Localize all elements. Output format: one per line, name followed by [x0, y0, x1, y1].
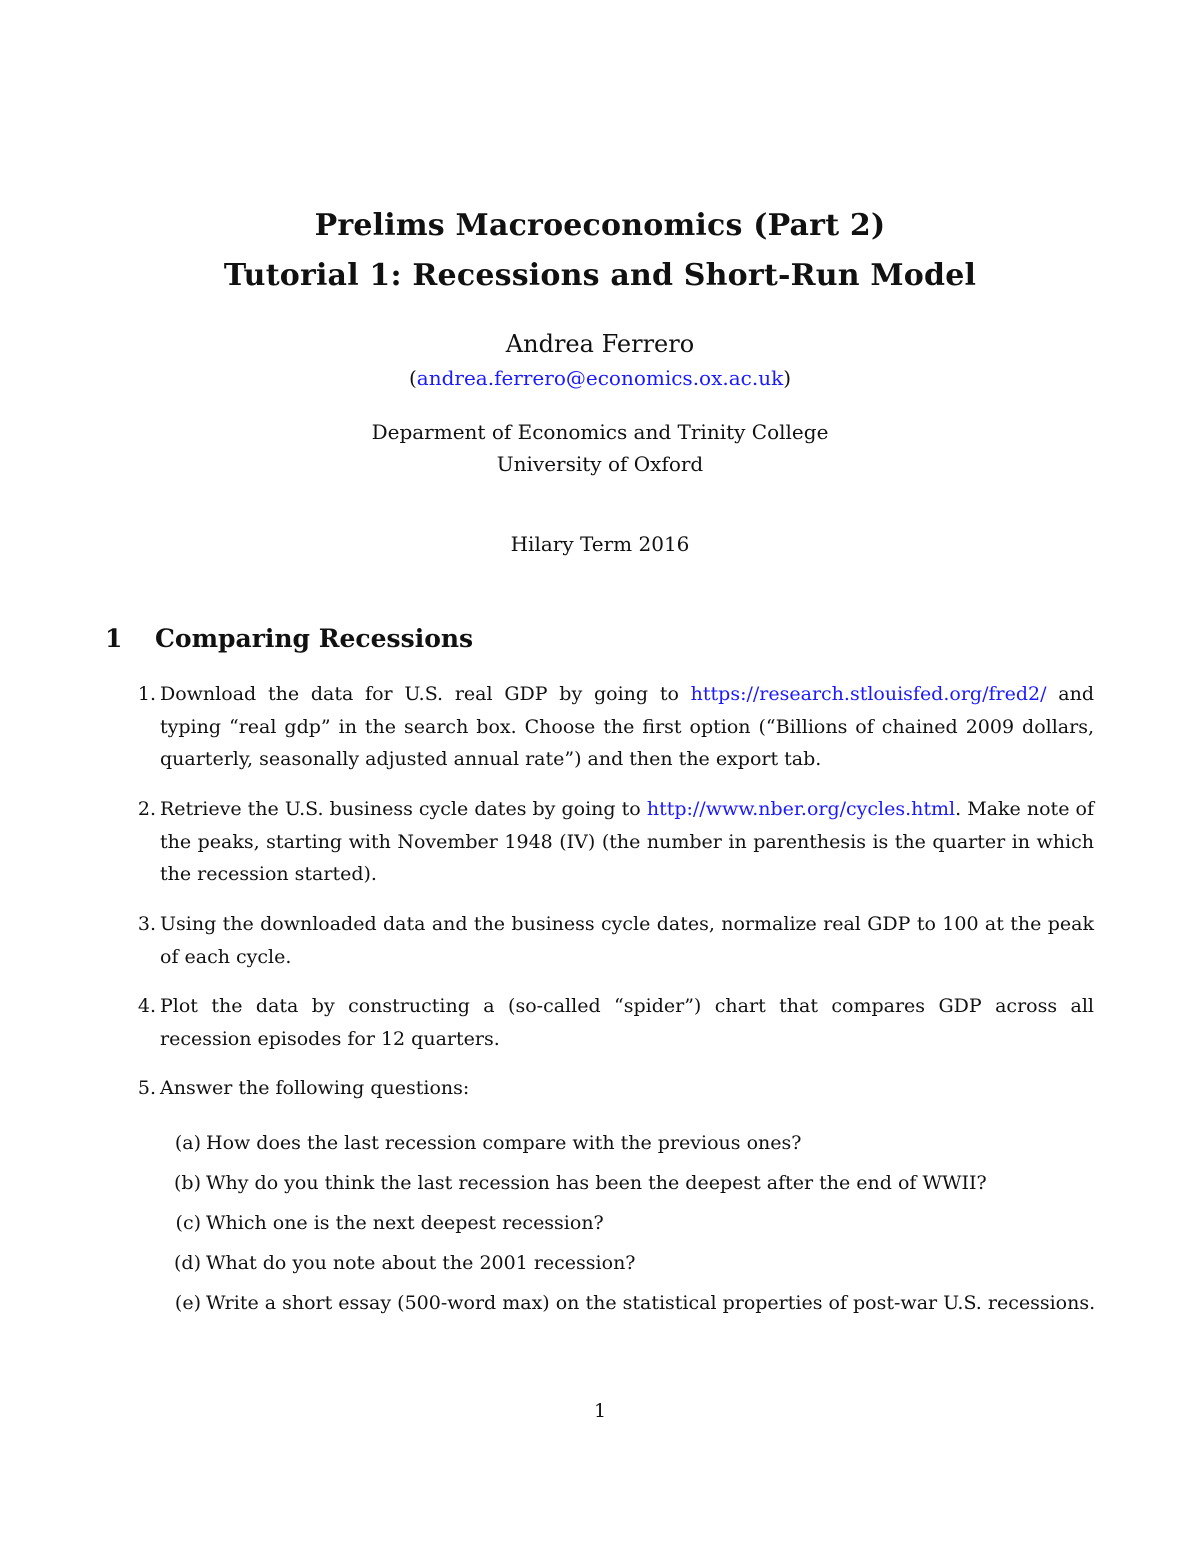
- list-item: [137, 678, 1094, 776]
- university: University of Oxford: [496, 452, 704, 476]
- list-item-number: 5.: [137, 1077, 156, 1099]
- subquestion-label: (d): [174, 1252, 201, 1274]
- page-number: 1: [593, 1400, 607, 1422]
- fred-link[interactable]: https://research.stlouisfed.org/fred2/: [690, 683, 1047, 705]
- subquestion-text: Why do you think the last recession has been the deepest after the end of WWII?: [206, 1172, 987, 1194]
- subquestion-item: [174, 1288, 1106, 1318]
- term: Hilary Term 2016: [510, 532, 690, 556]
- subquestion-text: Which one is the next deepest recession?: [206, 1212, 604, 1234]
- list-item-text: Using the downloaded data and the business cycle dates, normalize real GDP to 100 at the peak of each cycle.: [160, 913, 1094, 968]
- subquestion-label: (b): [174, 1172, 201, 1194]
- list-item-text: Answer the following questions:: [160, 1077, 470, 1099]
- section-number: 1: [105, 624, 123, 653]
- list-item: [137, 990, 1094, 1055]
- list-item-text: . Make note of the peaks, starting with November 1948 (IV) (the number in parenthesis is the quarter in which the recession started).: [160, 798, 1094, 885]
- section-title: Comparing Recessions: [155, 624, 474, 653]
- list-item-number: 2.: [137, 798, 156, 820]
- list-item: [137, 1072, 1094, 1105]
- author-email-link[interactable]: andrea.ferrero@economics.ox.ac.uk: [416, 366, 784, 390]
- subquestion-text: How does the last recession compare with the previous ones?: [206, 1132, 802, 1154]
- subquestion-text: Write a short essay (500-word max) on the statistical properties of post-war U.S. recessions.: [206, 1292, 1096, 1314]
- list-item: [137, 908, 1094, 973]
- subquestion-item: [174, 1248, 1106, 1278]
- subquestion-text: What do you note about the 2001 recession?: [206, 1252, 636, 1274]
- nber-link[interactable]: http://www.nber.org/cycles.html: [646, 798, 956, 820]
- subquestion-item: [175, 1208, 1106, 1238]
- list-item-text: Retrieve the U.S. business cycle dates by going to: [160, 798, 647, 820]
- subquestion-label: (c): [175, 1212, 201, 1234]
- author-name: Andrea Ferrero: [505, 330, 695, 358]
- department: Deparment of Economics and Trinity College: [371, 420, 829, 444]
- section-heading: [105, 624, 473, 653]
- author-email-line: [0, 366, 1200, 390]
- subquestion-item: [174, 1128, 1106, 1158]
- list-item-number: 1.: [137, 683, 156, 705]
- list-item-text: Download the data for U.S. real GDP by going to: [160, 683, 691, 705]
- document-title: Prelims Macroeconomics (Part 2): [314, 208, 886, 243]
- list-item-number: 4.: [137, 995, 156, 1017]
- email-close-paren: ): [783, 366, 792, 390]
- list-item-number: 3.: [137, 913, 156, 935]
- subquestion-item: [174, 1168, 1106, 1198]
- subquestion-label: (a): [174, 1132, 201, 1154]
- document-subtitle: Tutorial 1: Recessions and Short-Run Model: [223, 258, 977, 293]
- subquestion-label: (e): [174, 1292, 201, 1314]
- list-item-text: Plot the data by constructing a (so-called “spider”) chart that compares GDP across all recession episodes for 12 quarters.: [160, 995, 1094, 1050]
- email-open-paren: (: [408, 366, 417, 390]
- list-item-text: and typing “real gdp” in the search box. Choose the first option (“Billions of chained 2009 dollars, quarterly, seasonally adjusted annual rate”) and then the export tab.: [160, 683, 1094, 770]
- list-item: [137, 793, 1094, 891]
